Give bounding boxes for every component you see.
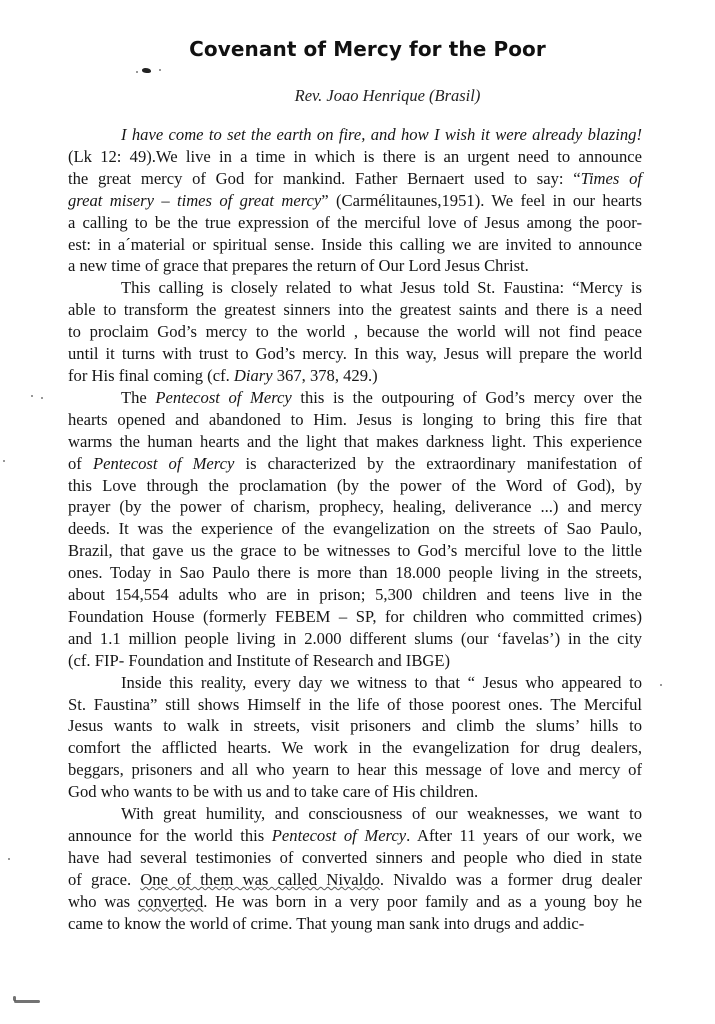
text-segment: Brazil, that gave us the grace to be witnesses to God’s merciful love to the little	[68, 541, 642, 561]
text-segment: 367, 378, 429.)	[272, 365, 378, 385]
text-line	[68, 606, 642, 628]
text-line	[68, 737, 642, 759]
text-segment: a new time of grace that prepares the return of Our Lord Jesus Christ.	[68, 256, 529, 276]
text-line	[68, 453, 642, 475]
text-segment: (cf. FIP- Foundation and Institute of Research and IBGE)	[68, 650, 451, 670]
text-segment: this Love through the proclamation (by the power of the Word of God), by	[68, 475, 642, 495]
scan-smudge	[13, 996, 16, 1001]
text-segment: for His final coming (cf.	[68, 365, 234, 385]
text-line	[68, 584, 642, 606]
text-segment: hearts opened and abandoned to Him. Jesus is longing to bring this fire that	[68, 409, 642, 429]
text-segment: (Lk 12: 49).We live in a time in which is there is an urgent need to announce	[68, 146, 642, 166]
text-segment: warms the human hearts and the light that makes darkness light. This experience	[68, 431, 642, 451]
italic-text: Pentecost of Mercy	[271, 826, 407, 845]
text-line	[68, 365, 642, 387]
text-segment: St. Faustina” still shows Himself in the life of those poorest ones. The Merciful	[68, 694, 642, 714]
text-segment: is characterized by the extraordinary manifestation of	[234, 453, 642, 473]
text-line	[68, 803, 642, 825]
paragraph	[68, 124, 642, 277]
author-byline: Rev. Joao Henrique (Brasil)	[294, 86, 481, 105]
text-line	[68, 234, 642, 256]
text-line	[68, 168, 642, 190]
text-segment: With great humility, and consciousness of our weaknesses, we want to	[121, 804, 642, 824]
text-segment: came to know the world of crime. That young man sank into drugs and addic-	[68, 913, 585, 933]
text-segment: of	[68, 453, 93, 473]
scan-dot	[136, 71, 138, 73]
italic-text: Diary	[233, 365, 273, 385]
text-segment: who was	[68, 891, 138, 911]
text-segment: Foundation House (formerly FEBEM – SP, for children who committed crimes)	[68, 606, 642, 626]
text-line	[68, 190, 642, 212]
scan-smudge	[14, 1000, 40, 1003]
paragraph	[68, 387, 642, 672]
text-segment: . After 11 years of our work, we	[406, 826, 642, 845]
text-line	[68, 496, 642, 518]
text-line	[68, 518, 642, 540]
page-title: Covenant of Mercy for the Poor	[189, 37, 546, 61]
text-segment: est: in a´material or spiritual sense. Inside this calling we are invited to announce	[68, 234, 642, 254]
paragraph	[68, 803, 642, 934]
text-line	[68, 343, 642, 365]
text-line	[68, 321, 642, 343]
text-segment: to proclaim God’s mercy to the world , because the world will not find peace	[68, 322, 642, 342]
text-line	[68, 431, 642, 453]
text-segment: . He was born in a very poor family and as a young boy he	[203, 891, 642, 911]
text-line	[68, 255, 642, 277]
scan-speck	[142, 68, 151, 73]
text-line	[68, 387, 642, 409]
text-line	[68, 146, 642, 168]
text-segment: beggars, prisoners and all who yearn to hear this message of love and mercy of	[68, 760, 642, 780]
text-segment: Jesus wants to walk in streets, visit prisoners and climb the slums’ hills to	[68, 716, 642, 736]
italic-text: great misery – times of great mercy	[68, 190, 322, 210]
text-line	[68, 409, 642, 431]
text-segment: able to transform the greatest sinners into the greatest saints and there is a need	[68, 300, 642, 320]
text-segment: The	[121, 387, 156, 407]
text-segment: a calling to be the true expression of the merciful love of Jesus among the poor-	[68, 212, 642, 232]
text-line	[68, 628, 642, 650]
text-line	[68, 781, 642, 803]
text-segment: . Nivaldo was a former drug dealer	[379, 869, 643, 889]
scan-dot	[31, 395, 33, 397]
italic-text: Pentecost of Mercy	[155, 387, 292, 407]
text-segment: comfort the afflicted hearts. We work in the evangelization for drug dealers,	[68, 738, 642, 758]
text-line	[68, 562, 642, 584]
text-segment: and 1.1 million people living in 2.000 different slums (our ‘favelas’) in the city	[68, 628, 642, 648]
scan-dot	[660, 684, 662, 686]
paragraph	[68, 277, 642, 387]
text-segment: ones. Today in Sao Paulo there is more than 18.000 people living in the streets,	[68, 563, 642, 583]
text-segment: prayer (by the power of charism, prophecy, healing, deliverance ...) and mercy	[68, 497, 642, 517]
text-segment: deeds. It was the experience of the evangelization on the streets of Sao Paulo,	[68, 519, 642, 539]
text-segment: of grace.	[68, 869, 141, 889]
underlined-text: One of them was called Nivaldo	[140, 869, 380, 889]
scan-dot	[8, 858, 10, 860]
text-segment: this is the outpouring of God’s mercy over the	[291, 387, 642, 407]
text-line	[68, 672, 642, 694]
scan-dot	[41, 397, 43, 399]
text-segment: ” (Carmélitaunes,1951). We feel in our hearts	[321, 190, 642, 210]
text-segment: about 154,554 adults who are in prison; 5,300 children and teens live in the	[68, 585, 642, 605]
text-line	[68, 277, 642, 299]
italic-text: Pentecost of Mercy	[92, 453, 235, 473]
underlined-text: converted	[137, 891, 204, 911]
text-line	[68, 299, 642, 321]
paragraph	[68, 672, 642, 803]
text-line	[68, 212, 642, 234]
text-line	[68, 475, 642, 497]
text-line	[68, 869, 642, 891]
text-segment: This calling is closely related to what Jesus told St. Faustina: “Mercy is	[121, 278, 642, 298]
text-segment: announce for the world this	[68, 826, 272, 845]
text-line	[68, 650, 642, 672]
article-body	[68, 124, 642, 935]
text-line	[68, 694, 642, 716]
scan-dot	[159, 69, 161, 71]
text-segment: Inside this reality, every day we witness to that “ Jesus who appeared to	[121, 672, 642, 692]
text-line	[68, 847, 642, 869]
text-line	[68, 759, 642, 781]
text-segment: the great mercy of God for mankind. Father Bernaert used to say: “	[68, 168, 581, 188]
text-segment: until it turns with trust to God’s mercy. In this way, Jesus will prepare the world	[68, 344, 642, 364]
italic-text: Times of	[580, 168, 642, 188]
text-line	[68, 540, 642, 562]
text-line	[68, 715, 642, 737]
italic-text: I have come to set the earth on fire, and how I wish it were already blazing!	[121, 125, 642, 144]
text-segment: have had several testimonies of converted sinners and people who died in state	[68, 847, 642, 867]
text-line	[68, 891, 642, 913]
text-segment: God who wants to be with us and to take care of His children.	[68, 782, 479, 802]
text-line	[68, 124, 642, 146]
text-line	[68, 825, 642, 847]
scan-dot	[3, 460, 5, 462]
text-line	[68, 913, 642, 935]
